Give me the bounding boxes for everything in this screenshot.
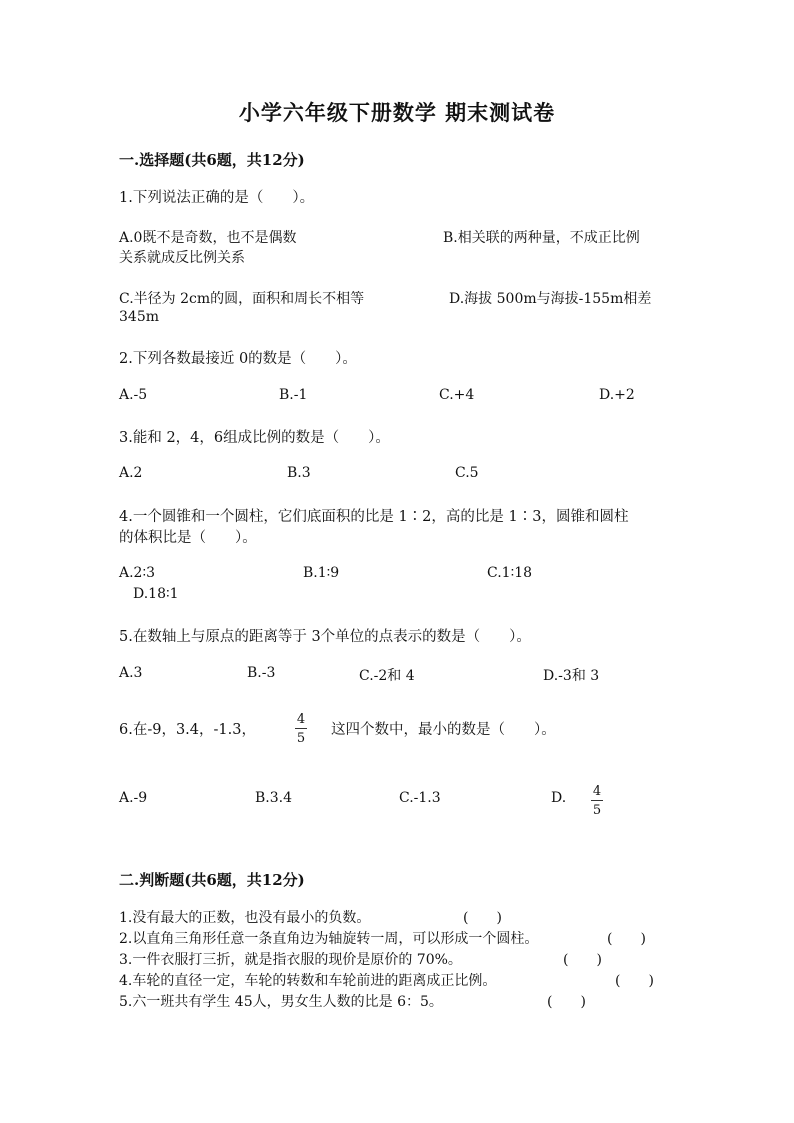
tf-item-4-text: 4.车轮的直径一定，车轮的转数和车轮前进的距离成正比例。: [119, 973, 497, 989]
tf-item-5-text: 5.六一班共有学生 45人，男女生人数的比是 6：5。: [119, 994, 443, 1010]
tf-item-2-text: 2.以直角三角形任意一条直角边为轴旋转一周，可以形成一个圆柱。: [119, 931, 539, 947]
question-4-stem-cont: 的体积比是（ ）。: [119, 530, 257, 546]
question-4-option-d: D.18∶1: [133, 586, 179, 602]
section-heading-choice: 一.选择题(共6题，共12分): [119, 151, 305, 169]
question-1-option-b: B.相关联的两种量，不成正比例: [443, 230, 640, 246]
question-4-stem: 4.一个圆锥和一个圆柱，它们底面积的比是 1∶2，高的比是 1∶3，圆锥和圆柱: [119, 509, 629, 525]
tf-item-1-text: 1.没有最大的正数，也没有最小的负数。: [119, 910, 371, 926]
question-4-option-b: B.1∶9: [303, 565, 340, 581]
question-4-option-a: A.2∶3: [119, 565, 156, 581]
question-1-option-b-cont: 关系就成反比例关系: [119, 250, 245, 266]
tf-item-3-text: 3.一件衣服打三折，就是指衣服的现价是原价的 70%。: [119, 952, 462, 968]
question-1-option-c: C.半径为 2cm的圆，面积和周长不相等: [119, 291, 365, 307]
question-2-option-a: A.-5: [119, 387, 148, 403]
question-2-option-b: B.-1: [279, 387, 308, 403]
fraction-denominator: 5: [296, 731, 306, 746]
question-1-option-a: A.0既不是奇数，也不是偶数: [119, 230, 297, 246]
section-heading-true-false: 二.判断题(共6题，共12分): [119, 871, 305, 889]
question-6-option-d: D.: [551, 790, 567, 806]
question-3-option-b: B.3: [287, 465, 311, 481]
tf-item-2-blank: ( ): [607, 931, 646, 947]
question-1-option-d-cont: 345m: [119, 309, 159, 325]
question-3-option-a: A.2: [119, 465, 143, 481]
question-1-option-d: D.海拔 500m与海拔-155m相差: [449, 291, 652, 307]
question-3-option-c: C.5: [455, 465, 479, 481]
question-5-option-c: C.-2和 4: [359, 668, 415, 684]
question-5-option-a: A.3: [119, 665, 143, 681]
page-title: 小学六年级下册数学 期末测试卷: [238, 100, 556, 125]
question-6-stem-before: 6.在-9，3.4，-1.3，: [119, 722, 256, 738]
question-6-option-c: C.-1.3: [399, 790, 441, 806]
question-2-option-c: C.+4: [439, 387, 475, 403]
question-4-option-c: C.1∶18: [487, 565, 533, 581]
question-6-stem-after: 这四个数中，最小的数是（ ）。: [331, 722, 556, 738]
tf-item-3-blank: ( ): [563, 952, 602, 968]
question-6-option-a: A.-9: [119, 790, 148, 806]
fraction-numerator: 4: [592, 784, 602, 799]
question-3-stem: 3.能和 2，4，6组成比例的数是（ ）。: [119, 430, 390, 446]
question-6-fraction: [295, 713, 307, 745]
tf-item-5-blank: ( ): [547, 994, 586, 1010]
tf-item-1-blank: ( ): [463, 910, 502, 926]
question-2-stem: 2.下列各数最接近 0的数是（ ）。: [119, 351, 357, 367]
question-5-stem: 5.在数轴上与原点的距离等于 3个单位的点表示的数是（ ）。: [119, 629, 531, 645]
tf-item-4-blank: ( ): [615, 973, 654, 989]
question-2-option-d: D.+2: [599, 387, 635, 403]
question-6-option-d-fraction: [591, 785, 603, 817]
question-1-stem: 1.下列说法正确的是（ ）。: [119, 190, 315, 206]
fraction-numerator: 4: [296, 712, 306, 727]
question-5-option-d: D.-3和 3: [543, 668, 600, 684]
question-5-option-b: B.-3: [247, 665, 276, 681]
fraction-denominator: 5: [592, 803, 602, 818]
question-6-option-b: B.3.4: [255, 790, 293, 806]
